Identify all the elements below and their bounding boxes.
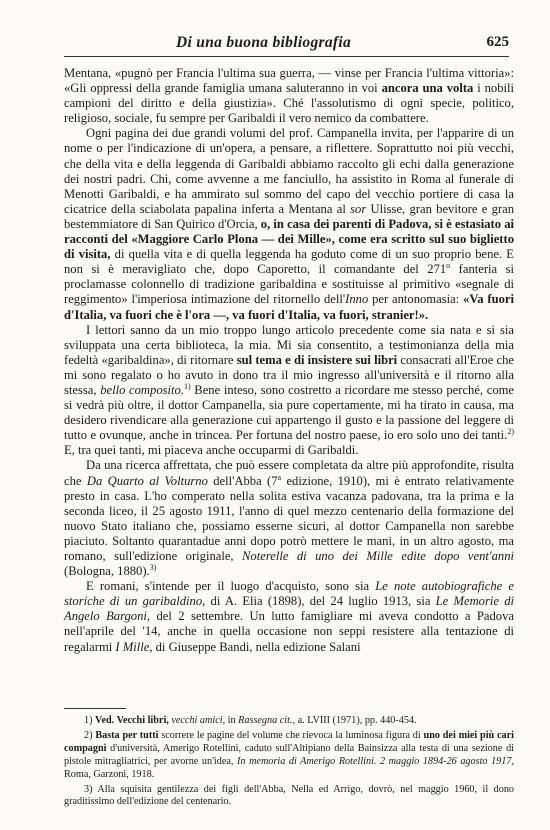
bold-text: ancora una volta [381,81,474,96]
footnote-ref-1: 1) [183,381,191,391]
text: Ulisse, gran bevitore e gran bestemmiatore di San Quirico d'Orcia, [64,201,514,231]
italic-text: Inno [345,292,369,307]
bold-text: Ved. Vecchi libri, [95,715,169,726]
superscript: o [446,261,451,271]
text: di quella vita e di quella leggenda ha goduto come di un suo proprio bene. E non si è meravigliato che, dopo Caporetto, il comandante del 271 [64,247,514,277]
text: Da una ricerca affrettata, che può essere completata da altre più approfondite, risulta che [64,458,514,488]
text: dell'Abba (7 [207,473,278,488]
text: E, tra quei tanti, mi piaceva anche occuparmi di Garibaldi. [64,443,359,458]
footnote-number: 2) [84,729,93,741]
text: Mentana, «pugnò per Francia l'ultima sua guerra, — vinse per Francia l'ultima vittoria»: «Gli oppressi della grande famiglia umana saluteranno in voi [64,66,514,96]
bold-text: o, in casa dei parenti di Padova, si è estasiato ai racconti del «Maggiore Carlo Plona — dei Mille», come era scritto sul suo biglietto di visita, [64,216,514,262]
footnote-number: 3) [84,783,93,795]
text: E romani, s'intende per il luogo d'acquisto, sono sia [86,579,376,594]
italic-text: Le Memorie di Angelo Bargoni [64,594,514,624]
italic-text: Le note autobiografiche e storiche di un garibaldino [64,579,514,609]
italic-text: sor [350,201,367,216]
page-number: 625 [486,34,509,50]
text: , a. LVIII (1971), pp. 440-454. [292,715,417,726]
footnote-2 [64,730,514,782]
bold-text: sul tema e di insistere sui libri [236,352,398,367]
italic-text: In memoria di Amerigo Rotellini. 2 maggio 1894-26 agosto 1917 [237,755,512,767]
text: Bene inteso, sono costretto a ricordare me stesso perché, come si vedrà più oltre, il dottor Campanella, sia pure copertamente, mi ha tirato in causa, ma desidero rivendicare alla generazione cui appartengo il gusto e la passione del leggere di tutto e ovunque, anche in trincea. Per fortuna del nostro paese, io ero solo uno dei tanti. [64,382,515,443]
bold-text: Basta per tutti [95,729,159,741]
text: i nobili campioni del diritto e della giustizia». Ché l'assolutismo di ogni specie, politico, religioso, sociale, fu sempre per Garibaldi il vero nemico da combattere. [64,81,514,126]
italic-text: Noterelle di uno dei Mille edite dopo vent'anni [242,549,514,563]
text: edizione, 1910), mi è entrato relativamente presto in casa. L'ho comperato nella solita estiva vacanza padovana, tra la prima e la seconda liceo, il 25 agosto 1911, l'anno di quel mezzo centenario della formazione del nuovo Stato italiano che, possiamo esserne sicuri, al dottor Campanella non sarebbe piaciuto. Soltanto quarantadue anni dopo potrò mettere le mani, in un altro agosto, ma romano, sull'edizione originale, [64,473,514,563]
text: , in [222,715,239,726]
footnote-divider [64,708,126,709]
footnotes [64,715,514,811]
superscript: a [277,472,282,482]
text: I lettori sanno da un mio troppo lungo articolo precedente come sia nata e si sia sviluppata una certa biblioteca, la mia. Mi sia consentito, a testimonianza della mia fedeltà «garibaldina», di ritornare [64,322,514,367]
text: , di Giuseppe Bandi, nella edizione Salani [149,639,361,654]
paragraph-3 [64,323,514,459]
footnote-3 [64,784,514,810]
paragraph-5 [64,579,514,654]
text: , del 2 settembre. Un lutto famigliare mi aveva condotto a Padova nell'aprile del '14, anche in quella occasione non seppi resistere alla tentazione di regalarmi [64,609,514,654]
footnote-1 [64,715,514,728]
italic-text: Da Quarto al Volturno [86,473,208,488]
footnote-number: 1) [84,715,93,726]
text: d'università, Amerigo Rotellini, caduto sull'Altipiano della Bainsizza alla testa di una sezione di pistole mitragliatrici, per avorne un'idea, [64,742,514,767]
bold-text: uno dei miei più cari compagni [64,729,514,754]
text: , Roma, Garzoni, 1918. [64,755,515,780]
text: Ogni pagina dei due grandi volumi del prof. Campanella invita, per l'apparire di un nome o per l'indicazione di un'opera, a pensare, a riflettere. Soprattutto noi più vecchi, che della vita e della leggenda di Garibaldi abbiamo raccolto gli echi dalla generazione dei nostri padri. Chi, come avvenne a me fanciullo, ha assistito in Roma al funerale di Menotti Garibaldi, e ha ammirato sul sommo del capo del vecchio portiere di casa la cicatrice della sciabolata papalina inferta a Mentana al [64,126,514,216]
footnote-ref-3: 3) [149,562,157,572]
text: fanteria si proclamasse colonnello di tradizione garibaldina e sostituisse al primitivo «segnale di reggimento» l'imperiosa intimazione del ritornello dell' [64,262,515,307]
text: Alla squisita gentilezza dei figli dell'Abba, Nella ed Arrigo, dovrò, nel maggio 1960, il dono graditissimo dell'edizione del centenario. [64,783,515,808]
italic-text: bello composito. [100,382,184,397]
paragraph-1 [64,66,514,126]
italic-text: I Mille [115,639,150,654]
italic-text: vecchi amici [168,715,223,726]
text: , di A. Elia (1898), del 24 luglio 1913, sia [202,594,436,609]
page-header [64,34,509,57]
bold-text: «Va fuori d'Italia, va fuori che è l'ora —, va fuori d'Italia, va fuori, stranier!». [64,292,514,322]
text: consacrati all'Eroe che mi sono regalato o ho avuto in dono tra il mio ingresso all'università e il ritorno alla stessa, [64,352,514,397]
text: scorrere le pagine del volume che rievoca la luminosa figura di [158,729,424,741]
running-title: Di una buona bibliografia [176,34,352,51]
italic-text: Rassegna cit. [238,715,293,726]
main-text [64,66,514,655]
footnote-ref-2: 2) [507,427,514,437]
text: (Bologna, 1880). [64,564,150,579]
paragraph-4 [64,458,514,579]
text: per antonomasia: [368,292,464,307]
paragraph-2 [64,126,514,322]
